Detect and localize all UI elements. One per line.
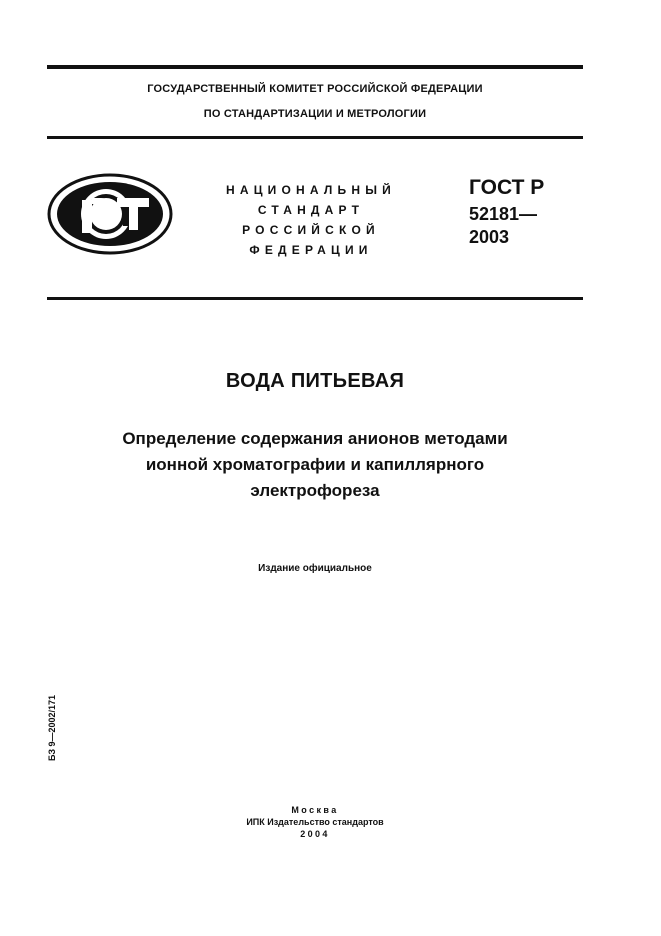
subtitle-line-3: электрофореза <box>250 481 380 500</box>
designation-line-2: 52181— <box>469 204 538 224</box>
document-subtitle <box>47 426 583 504</box>
imprint-publisher: ИПК Издательство стандартов <box>246 817 384 827</box>
standard-type-line-4: ФЕДЕРАЦИИ <box>249 243 373 257</box>
committee-line-2: ПО СТАНДАРТИЗАЦИИ И МЕТРОЛОГИИ <box>203 108 427 120</box>
subtitle-line-1: Определение содержания анионов методами <box>122 429 508 448</box>
header-rule <box>47 136 583 139</box>
subtitle-line-2: ионной хроматографии и капиллярного <box>145 455 485 474</box>
imprint-city: Москва <box>291 805 339 815</box>
standard-type-line-1: НАЦИОНАЛЬНЫЙ <box>225 183 397 197</box>
rst-mark-icon <box>46 172 174 256</box>
top-rule <box>47 65 583 69</box>
masthead-rule <box>47 297 583 300</box>
designation-line-1: ГОСТ Р <box>469 176 545 199</box>
committee-line-1: ГОСУДАРСТВЕННЫЙ КОМИТЕТ РОССИЙСКОЙ ФЕДЕРАЦИИ <box>147 83 483 95</box>
designation-line-3: 2003 <box>469 227 510 247</box>
edition-label: Издание официальное <box>258 563 372 574</box>
imprint-year: 2004 <box>300 829 330 839</box>
standard-type-line-2: СТАНДАРТ <box>257 203 365 217</box>
standard-type-line-3: РОССИЙСКОЙ <box>242 223 380 237</box>
side-code: БЗ 9—2002/171 <box>47 694 57 762</box>
document-title: ВОДА ПИТЬЕВАЯ <box>225 370 405 392</box>
